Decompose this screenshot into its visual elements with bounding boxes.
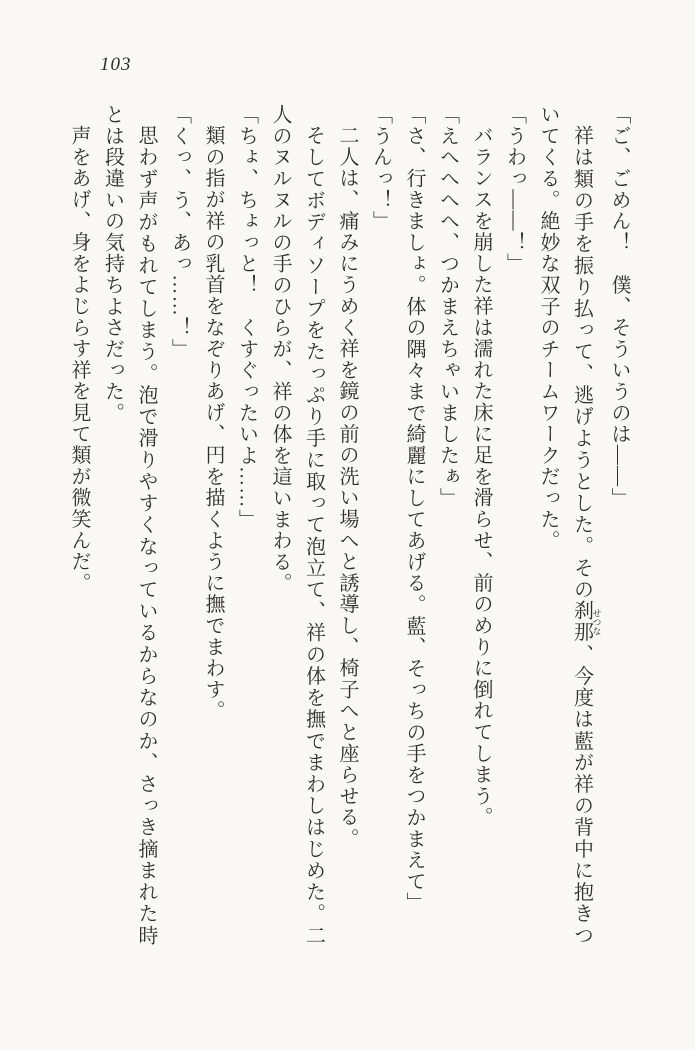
- paragraph: 思わず声がもれてしまう。泡で滑りやすくなっているからなのか、さっき摘まれた時とは段違いの気持ちよさだった。: [101, 104, 157, 946]
- page-number: 103: [100, 54, 132, 75]
- paragraph: 「くっ、う、あっ……！」: [168, 104, 191, 360]
- text-block: [62, 104, 636, 946]
- paragraph: 「ご、ごめん！ 僕、そういうのは——」: [608, 104, 630, 509]
- paragraph: そしてボディソープをたっぷり手に取って泡立て、祥の体を撫でまわしはじめた。二人のヌルヌルの手のひらが、祥の体を這いまわる。: [269, 104, 325, 946]
- paragraph: 声をあげ、身をよじらす祥を見て類が微笑んだ。: [68, 125, 90, 594]
- paragraph: 祥は類の手を振り払って、逃げようとした。その刹那 せつな、今度は藍が祥の背中に抱きついてくる。絶妙な双子のチームワークだった。: [537, 104, 602, 946]
- paragraph: 類の指が祥の乳首をなぞりあげ、円を描くように撫でまわす。: [202, 125, 224, 722]
- paragraph: 「ちょ、ちょっと！ くすぐったいよ……」: [235, 104, 258, 530]
- paragraph: バランスを崩した祥は濡れた床に足を滑らせ、前のめりに倒れてしまう。: [470, 125, 492, 828]
- paragraph: 「さ、行きましょ。体の隅々まで綺麗にしてあげる。藍、そっちの手をつかまえて」: [403, 104, 425, 914]
- paragraph: 「うわっ——！」: [503, 104, 526, 275]
- paragraph: 二人は、痛みにうめく祥を鏡の前の洗い場へと誘導し、椅子へと座らせる。: [336, 125, 358, 850]
- paragraph: 「えへへへへ、つかまえちゃいましたぁ」: [436, 104, 459, 509]
- paragraph: 「うんっ！」: [369, 104, 392, 232]
- ruby-annotation: 刹那 せつな: [570, 600, 602, 644]
